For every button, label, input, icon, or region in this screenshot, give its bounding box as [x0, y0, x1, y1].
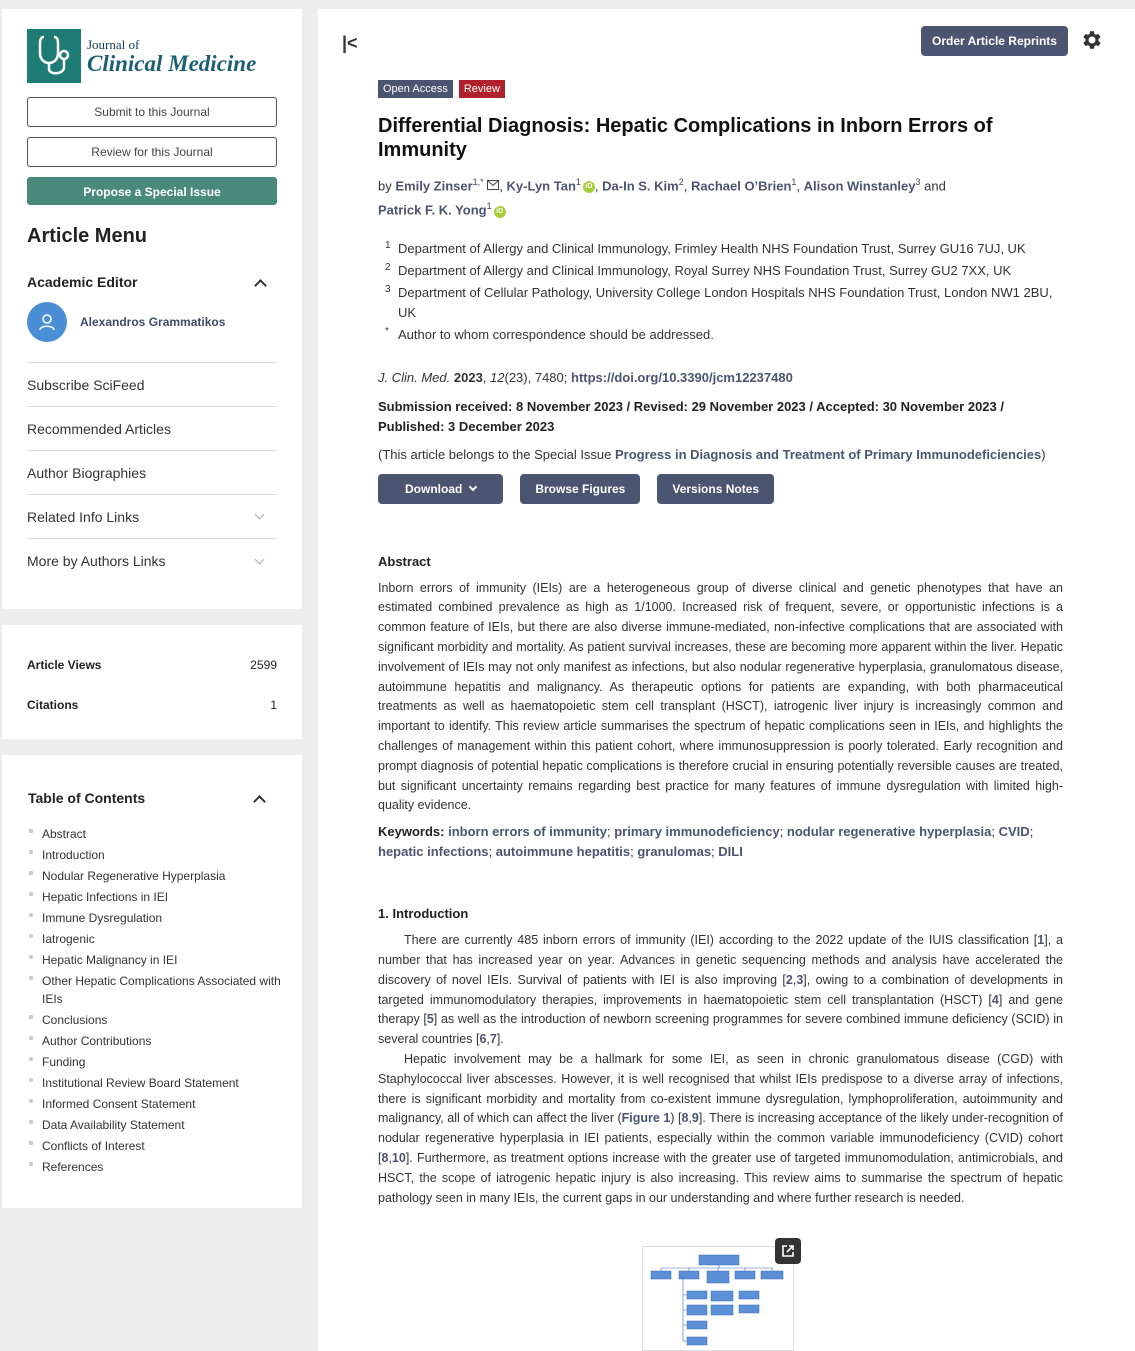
doi-link[interactable]: https://doi.org/10.3390/jcm12237480: [571, 369, 793, 385]
special-issue-link[interactable]: Progress in Diagnosis and Treatment of Primary Immunodeficiencies: [615, 446, 1042, 462]
open-access-badge: Open Access: [378, 80, 453, 98]
menu-link-list: [27, 362, 277, 583]
reference-link[interactable]: 3: [796, 972, 804, 987]
reference-link[interactable]: 8: [381, 1150, 389, 1165]
review-badge: Review: [459, 80, 505, 98]
journal-name-line2: Clinical Medicine: [87, 50, 257, 76]
keyword-link[interactable]: nodular regenerative hyperplasia: [786, 824, 992, 840]
figure-link[interactable]: Figure 1: [621, 1111, 671, 1126]
keyword-link[interactable]: DILI: [718, 844, 743, 860]
toc-item[interactable]: Data Availability Statement: [28, 1116, 282, 1134]
toc-item[interactable]: References: [28, 1158, 282, 1176]
submit-button[interactable]: Submit to this Journal: [27, 97, 277, 127]
author-link[interactable]: Rachael O’Brien: [690, 178, 792, 194]
reference-link[interactable]: 4: [991, 992, 999, 1007]
toc-item[interactable]: Iatrogenic: [28, 930, 282, 948]
menu-item-subscribe-scifeed[interactable]: Subscribe SciFeed: [27, 363, 277, 407]
versions-notes-button[interactable]: Versions Notes: [657, 474, 774, 504]
author-link[interactable]: Da-In S. Kim: [602, 178, 679, 194]
academic-editor-heading: Academic Editor: [27, 274, 138, 290]
toc-card: [2, 755, 302, 1208]
introduction-heading: 1. Introduction: [378, 906, 469, 922]
citations-label: Citations: [27, 698, 79, 712]
author-link[interactable]: Patrick F. K. Yong: [378, 202, 487, 218]
article-tags: [378, 80, 1063, 98]
article-actions: [378, 474, 1063, 504]
reference-link[interactable]: 8: [681, 1111, 689, 1126]
toc-item[interactable]: Other Hepatic Complications Associated with IEIs: [28, 972, 282, 1008]
toc-item[interactable]: Abstract: [28, 825, 282, 843]
article-menu-card: [2, 9, 302, 609]
affiliation: 1 Department of Allergy and Clinical Immunology, Frimley Health NHS Foundation Trust, Surrey GU16 7UJ, UK: [385, 239, 1026, 256]
external-link-icon: [781, 1244, 795, 1258]
reference-link[interactable]: 5: [426, 1012, 434, 1027]
article-views-row[interactable]: [27, 625, 277, 672]
toc-item[interactable]: Hepatic Malignancy in IEI: [28, 951, 282, 969]
article-content: [378, 80, 1063, 1208]
author-link[interactable]: Emily Zinser: [395, 178, 473, 194]
toc-item[interactable]: Hepatic Infections in IEI: [28, 888, 282, 906]
toc-item[interactable]: Conclusions: [28, 1011, 282, 1029]
download-button[interactable]: Download: [378, 474, 503, 504]
sidebar: [2, 9, 302, 1208]
reference-link[interactable]: 7: [489, 1032, 497, 1047]
abstract-text: Inborn errors of immunity (IEIs) are a heterogeneous group of diverse clinical and genetic phenotypes that have an estimated combined prevalence as high as 1/1000. Increased risk of frequent, severe, or opportunistic infections is a common feature of IEIs, but there are also diverse immune-mediated, non-infective complications that are associated with significant morbidity and mortality. As patient survival increases, these are becoming more apparent within the liver. Hepatic involvement of IEIs may not only manifest as infections, but also nodular regenerative hyperplasia, granulomatous disease, autoimmune hepatitis and malignancy. As therapeutic options for patients are expanding, with both pharmaceutical treatments as well as haematopoietic stem cell transplant (HSCT), iatrogenic liver injury is increasingly common and important to identify. This review article summarises the spectrum of hepatic complications seen in IEIs, and highlights the challenges of management within this patient cohort, where immunosuppression is poorly tolerated. Early recognition and prompt diagnosis of potential hepatic complications is therefore crucial in ensuring potentially reversible causes are treated, but significant uncertainty remains regarding best practice for many features of immune dysregulation with limited high-quality evidence.: [378, 580, 1063, 813]
keyword-link[interactable]: CVID: [998, 824, 1030, 840]
propose-special-issue-button[interactable]: Propose a Special Issue: [27, 177, 277, 205]
menu-item-recommended-articles[interactable]: Recommended Articles: [27, 407, 277, 451]
menu-item-more-by-authors[interactable]: More by Authors Links: [27, 539, 277, 583]
citations-value: 1: [270, 698, 277, 712]
user-icon: [37, 312, 57, 332]
academic-editor-toggle[interactable]: [27, 274, 277, 290]
affiliation: 3 Department of Cellular Pathology, University College London Hospitals NHS Foundation Trust, London NW1 2BU, UK: [385, 283, 1053, 320]
toc-item[interactable]: Funding: [28, 1053, 282, 1071]
reference-link[interactable]: 9: [691, 1111, 699, 1126]
flowchart-thumbnail: [643, 1247, 794, 1351]
toc-toggle[interactable]: [28, 755, 282, 806]
avatar: [27, 302, 67, 342]
figure-1-thumbnail[interactable]: [642, 1246, 794, 1351]
keyword-link[interactable]: hepatic infections: [378, 844, 489, 860]
toc-item[interactable]: Immune Dysregulation: [28, 909, 282, 927]
abstract-heading: Abstract: [378, 553, 431, 569]
article-views-value: 2599: [250, 658, 277, 672]
chevron-up-icon: [254, 279, 267, 292]
order-reprints-button[interactable]: Order Article Reprints: [921, 26, 1068, 56]
intro-paragraph-2: Hepatic involvement may be a hallmark for some IEI, as seen in chronic granulomatous disease (CGD) with Staphylococcal liver abscesses. However, it is well recognised that whilst IEIs predispose to a diverse array of infections, there is significant morbidity and mortality from co-existent immune dysregulation, lymphoproliferation, autoimmunity and malignancy, all of which can affect the liver (Figure 1) [8,9]. There is increasing acceptance of the likely under-recognition of nodular regenerative hyperplasia in IEI patients, especially within the common variable immunodeficiency (CVID) cohort [8,10]. Furthermore, as treatment options increase with the greater use of targeted immunomodulation, antimicrobials, and HSCT, the scope of iatrogenic hepatic injury is also increasing. This review aims to summarise the spectrum of hepatic pathology seen in many IEIs, the current gaps in our understanding and where further research is needed.: [378, 1052, 1063, 1205]
editor-name: Alexandros Grammatikos: [80, 315, 226, 329]
toc-item[interactable]: Nodular Regenerative Hyperplasia: [28, 867, 282, 885]
reference-link[interactable]: 10: [391, 1150, 406, 1165]
intro-paragraph-1: There are currently 485 inborn errors of immunity (IEI) according to the 2022 update of the IUIS classification [1], a number that has increased year on year. Advances in genetic sequencing methods and analysis have accelerated the discovery of novel IEIs. Survival of patients with IEI is also improving [2,3], owing to a combination of developments in targeted immunomodulatory therapies, improvements in haematopoietic stem cell transplantation (HSCT) [4] and gene therapy [5] as well as the introduction of newborn screening programmes for severe combined immune deficiency (SCID) in several countries [6,7].: [378, 933, 1063, 1047]
author-list: by Emily Zinser$^{1,*}$ , Ky-Lyn Tan$^1$ iD , Da-In S. Kim$^2$, Rachael O’Brien$^1$, Alison Winstanley$^3$ and Patrick F. K. Yong$^1$ iD: [378, 177, 946, 218]
toc-item[interactable]: Introduction: [28, 846, 282, 864]
orcid-icon[interactable]: iD: [583, 181, 595, 193]
affiliations: [378, 239, 1063, 345]
reference-link[interactable]: 6: [479, 1032, 487, 1047]
toc-item[interactable]: Conflicts of Interest: [28, 1137, 282, 1155]
reference-link[interactable]: 1: [1037, 933, 1045, 948]
article-views-label: Article Views: [27, 658, 102, 672]
article-main: [318, 9, 1135, 1351]
browse-figures-button[interactable]: Browse Figures: [520, 474, 640, 504]
chevron-down-icon: [469, 483, 477, 491]
toc-item[interactable]: Informed Consent Statement: [28, 1095, 282, 1113]
article-title: Differential Diagnosis: Hepatic Complications in Inborn Errors of Immunity: [378, 115, 993, 161]
keyword-link[interactable]: autoimmune hepatitis: [495, 844, 631, 860]
review-button[interactable]: Review for this Journal: [27, 137, 277, 167]
stethoscope-icon: [27, 29, 81, 83]
keyword-link[interactable]: primary immunodeficiency: [614, 824, 780, 840]
author-link[interactable]: Alison Winstanley: [803, 178, 916, 194]
reference-link[interactable]: 2: [785, 972, 793, 987]
gear-icon[interactable]: [1080, 28, 1104, 52]
toc-item[interactable]: Author Contributions: [28, 1032, 282, 1050]
correspondence-note: * Author to whom correspondence should be addressed.: [385, 325, 714, 342]
orcid-icon[interactable]: iD: [494, 206, 506, 218]
keyword-link[interactable]: inborn errors of immunity: [448, 824, 607, 840]
chevron-down-icon: [255, 510, 265, 520]
special-issue-note: (This article belongs to the Special Issue Progress in Diagnosis and Treatment of Primary Immunodeficiencies): [378, 446, 1046, 462]
expand-figure-button[interactable]: [775, 1238, 801, 1264]
keywords: Keywords: inborn errors of immunity; primary immunodeficiency; nodular regenerative hyperplasia; CVID; hepatic infections; autoimmune hepatitis; granulomas; DILI: [378, 824, 1034, 860]
article-menu-title: Article Menu: [27, 225, 148, 247]
affiliation: 2 Department of Allergy and Clinical Immunology, Royal Surrey NHS Foundation Trust, Surrey GU2 7XX, UK: [385, 261, 1012, 278]
collapse-sidebar-icon[interactable]: |<: [342, 33, 358, 53]
email-icon[interactable]: [487, 180, 499, 190]
journal-logo[interactable]: [27, 29, 277, 83]
chevron-down-icon: [255, 554, 265, 564]
menu-item-author-biographies[interactable]: Author Biographies: [27, 451, 277, 495]
toc-item[interactable]: Institutional Review Board Statement: [28, 1074, 282, 1092]
journal-name: [87, 38, 256, 75]
author-link[interactable]: Ky-Lyn Tan: [506, 178, 576, 194]
citations-row[interactable]: [27, 698, 277, 712]
toc-list: [28, 825, 282, 1176]
menu-item-related-info-links[interactable]: Related Info Links: [27, 495, 277, 539]
keyword-link[interactable]: granulomas: [637, 844, 712, 860]
citation-line: J. Clin. Med. 2023, 12(23), 7480; https://doi.org/10.3390/jcm12237480: [378, 369, 793, 385]
toc-heading: Table of Contents: [28, 790, 146, 806]
editor-entry[interactable]: [27, 302, 277, 342]
publication-dates: Submission received: 8 November 2023 / Revised: 29 November 2023 / Accepted: 30 November 2023 / Published: 3 December 2023: [378, 398, 1004, 434]
journal-name-line1: Journal of: [87, 36, 140, 52]
chevron-up-icon: [253, 795, 266, 808]
stats-card: [2, 625, 302, 739]
